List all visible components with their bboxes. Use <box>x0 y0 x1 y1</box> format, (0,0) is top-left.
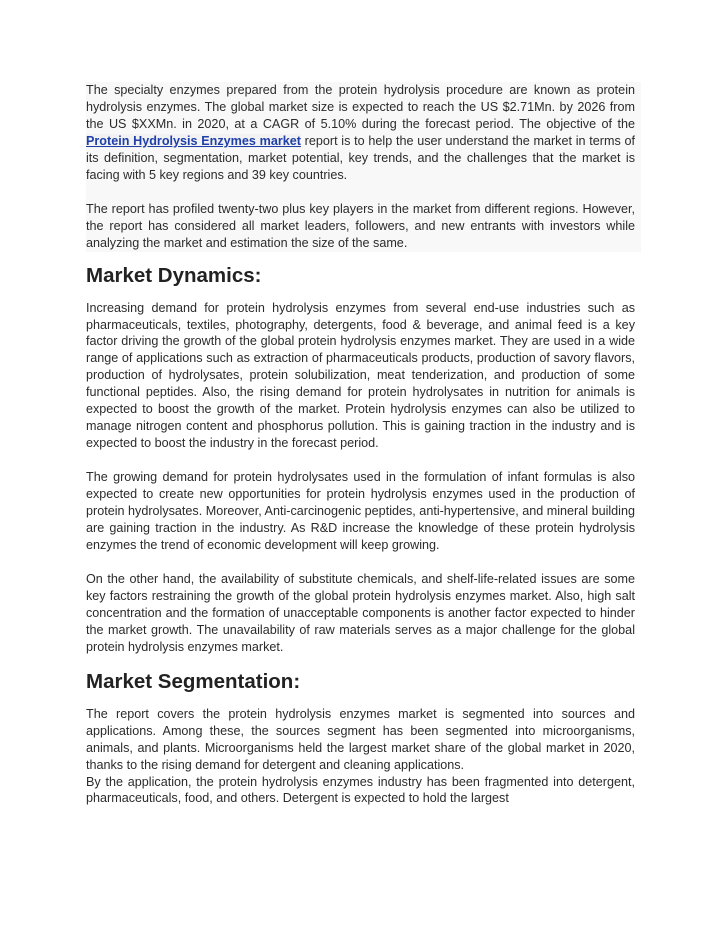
market-dynamics-paragraph-1: Increasing demand for protein hydrolysis enzymes from several end-use industries such as pharmaceuticals, textiles, photography, detergents, food & beverage, and animal feed is a key factor driving the growth of the global protein hydrolysis enzymes market. They are used in a wide range of applications such as extraction of pharmaceuticals products, production of savory flavors, production of hydrolysates, protein solubilization, meat tenderization, and production of some functional peptides. Also, the rising demand for protein hydrolysates in nutrition for animals is expected to boost the growth of the market. Protein hydrolysis enzymes can also be utilized to manage nitrogen content and phosphorus pollution. This is gaining traction in the industry and is expected to boost the industry in the forecast period. <box>86 300 635 451</box>
intro-text-after-link: report is to help the user understand the market in terms of its definition, segmentation, market potential, key trends, and the challenges that the market is facing with 5 key regions and 39 key countries. <box>86 133 635 182</box>
market-segmentation-heading: Market Segmentation: <box>86 669 301 693</box>
market-segmentation-paragraph-2: By the application, the protein hydrolysis enzymes industry has been fragmented into detergent, pharmaceuticals, food, and others. Detergent is expected to hold the largest <box>86 774 635 806</box>
market-dynamics-paragraph-3: On the other hand, the availability of substitute chemicals, and shelf-life-related issues are some key factors restraining the growth of the global protein hydrolysis enzymes market. Also, high salt concentration and the formation of unacceptable components is another factor expected to hinder the market growth. The unavailability of raw materials serves as a major challenge for the global protein hydrolysis enzymes market. <box>86 571 635 654</box>
document-page <box>86 82 635 807</box>
intro-paragraph-1 <box>86 82 635 184</box>
intro-text-before-link: The specialty enzymes prepared from the protein hydrolysis procedure are known as protein hydrolysis enzymes. The global market size is expected to reach the US $2.71Mn. by 2026 from the US $XXMn. in 2020, at a CAGR of 5.10% during the forecast period. The objective of the <box>86 83 635 131</box>
market-dynamics-heading: Market Dynamics: <box>86 263 262 287</box>
intro-block <box>86 82 641 252</box>
market-segmentation-paragraph-1: The report covers the protein hydrolysis enzymes market is segmented into sources and applications. Among these, the sources segment has been segmented into microorganisms, animals, and plants. Microorganisms held the largest market share of the global market in 2020, thanks to the rising demand for detergent and cleaning applications. <box>86 706 635 772</box>
intro-paragraph-2: The report has profiled twenty-two plus key players in the market from different regions. However, the report has considered all market leaders, followers, and new entrants with investors while analyzing the market and estimation the size of the same. <box>86 201 635 250</box>
protein-hydrolysis-enzymes-market-link[interactable]: Protein Hydrolysis Enzymes market <box>86 133 301 148</box>
market-dynamics-paragraph-2: The growing demand for protein hydrolysates used in the formulation of infant formulas is also expected to create new opportunities for protein hydrolysis enzymes used in the production of protein hydrolysates. Moreover, Anti-carcinogenic peptides, anti-hypertensive, and mineral building are gaining traction in the industry. As R&D increase the knowledge of these protein hydrolysis enzymes the trend of economic development will keep growing. <box>86 470 635 552</box>
